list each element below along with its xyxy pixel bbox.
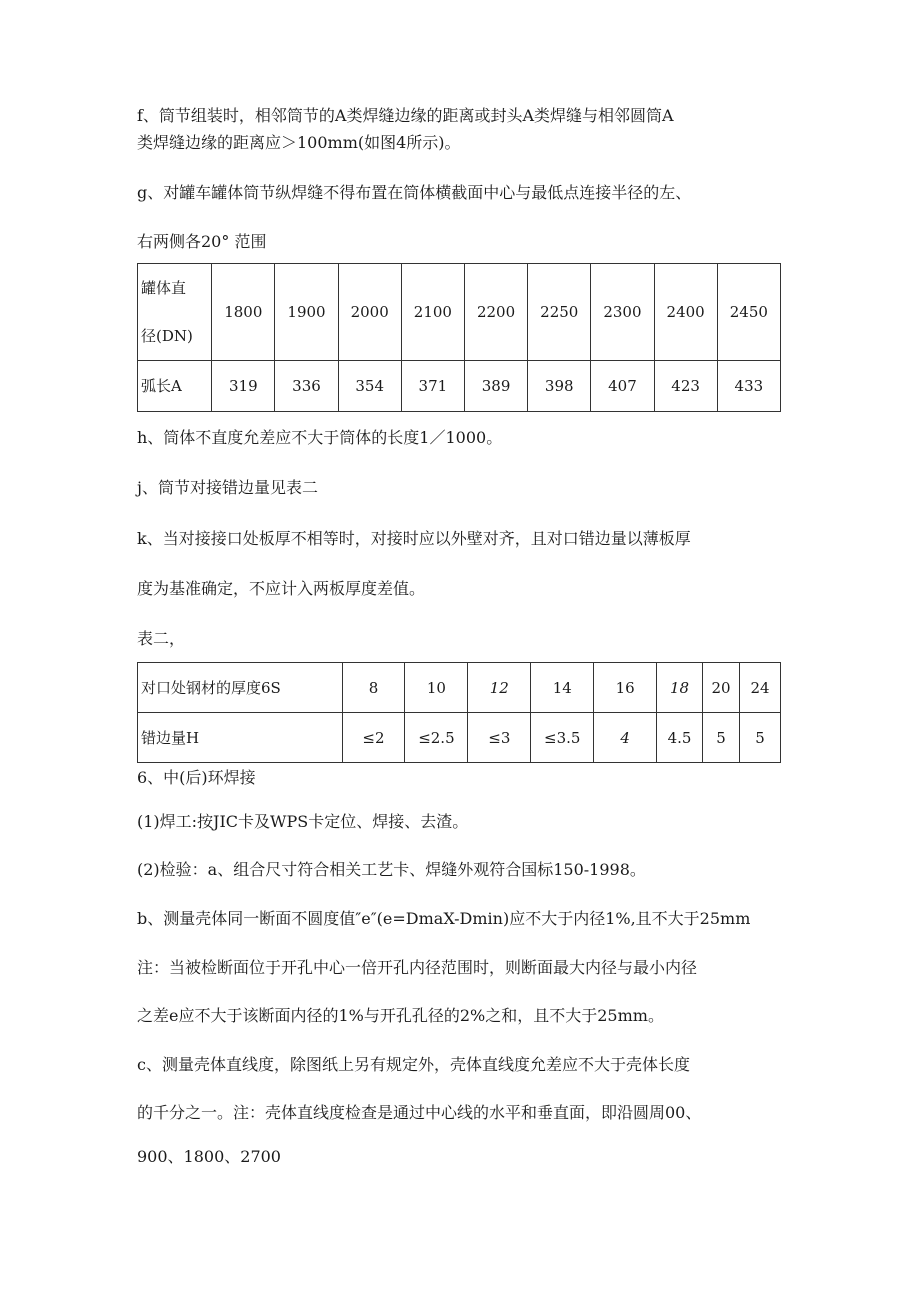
paragraph-f-line1: f、筒节组装时，相邻筒节的A类焊缝边缘的距离或封头A类焊缝与相邻圆筒A [137,106,674,125]
table-cell: 5 [739,713,780,763]
table-row [138,663,781,713]
table-cell: 20 [703,663,740,713]
table-cell: 389 [464,361,527,412]
table-row [138,713,781,763]
table-cell: 398 [528,361,591,412]
paragraph-b: b、测量壳体同一断面不圆度值″e″(e=DmaX-Dmin)应不大于内径1%,且不大于25mm [137,909,751,928]
table-cell: 18 [657,663,703,713]
table-cell: 2300 [591,264,654,361]
paragraph-g-line1: g、对罐车罐体筒节纵焊缝不得布置在筒体横截面中心与最低点连接半径的左、 [137,183,692,202]
paragraph-c-line1: c、测量壳体直线度，除图纸上另有规定外，壳体直线度允差应不大于壳体长度 [137,1055,690,1074]
table-header-cell: 对口处钢材的厚度6S [138,663,343,713]
table-cell: ≤2.5 [405,713,468,763]
paragraph-k-line1: k、当对接接口处板厚不相等时，对接时应以外壁对齐，且对口错边量以薄板厚 [137,529,691,548]
section-6-item-2: (2)检验：a、组合尺寸符合相关工艺卡、焊缝外观符合国标150-1998。 [137,860,646,879]
diameter-arc-table [137,263,781,412]
paragraph-k-line2: 度为基准确定，不应计入两板厚度差值。 [137,579,426,598]
table-header-cell: 弧长A [138,361,212,412]
table-row [138,361,781,412]
table-cell: 24 [739,663,780,713]
table-cell: 2100 [401,264,464,361]
misalignment-table [137,662,781,763]
paragraph-c-line2: 的千分之一。注：壳体直线度检查是通过中心线的水平和垂直面，即沿圆周00、 [137,1103,702,1122]
note-line2: 之差e应不大于该断面内径的1%与开孔孔径的2%之和，且不大于25mm。 [137,1006,664,1025]
table-header-cell [138,264,212,361]
section-6-item-1: (1)焊工:按JIC卡及WPS卡定位、焊接、去渣。 [137,812,469,831]
table-cell: 371 [401,361,464,412]
paragraph-j: j、筒节对接错边量见表二 [137,478,318,497]
table-cell: 5 [703,713,740,763]
table-cell: 2000 [338,264,401,361]
table-cell: 2200 [464,264,527,361]
table-cell: 2400 [654,264,717,361]
paragraph-c-line3: 900、1800、2700 [137,1147,281,1166]
table-cell: 407 [591,361,654,412]
table-cell: 2450 [717,264,780,361]
table-cell: 354 [338,361,401,412]
header-line: 径(DN) [141,327,193,345]
table-cell: ≤3.5 [531,713,594,763]
table-cell: 10 [405,663,468,713]
table-header-cell: 错边量H [138,713,343,763]
paragraph-h: h、筒体不直度允差应不大于筒体的长度1／1000。 [137,428,503,447]
table-cell: 1900 [275,264,338,361]
table-cell: ≤3 [468,713,531,763]
paragraph-g-line2: 右两侧各20° 范围 [137,232,267,251]
table-cell: 8 [342,663,405,713]
section-6-title: 6、中(后)环焊接 [137,768,256,787]
paragraph-f-line2: 类焊缝边缘的距离应＞100mm(如图4所示)。 [137,133,461,152]
table-row [138,264,781,361]
table-cell: 16 [594,663,657,713]
table-cell: 336 [275,361,338,412]
table-cell: 423 [654,361,717,412]
table-cell: 14 [531,663,594,713]
table-cell: 2250 [528,264,591,361]
table-cell: ≤2 [342,713,405,763]
table-cell: 4.5 [657,713,703,763]
table-cell: 319 [212,361,275,412]
note-line1: 注：当被检断面位于开孔中心一倍开孔内径范围时，则断面最大内径与最小内径 [137,958,698,977]
table2-caption: 表二， [137,629,186,648]
table-cell: 433 [717,361,780,412]
table-cell: 4 [594,713,657,763]
table-cell: 1800 [212,264,275,361]
table-cell: 12 [468,663,531,713]
header-line: 罐体直 [141,279,187,297]
